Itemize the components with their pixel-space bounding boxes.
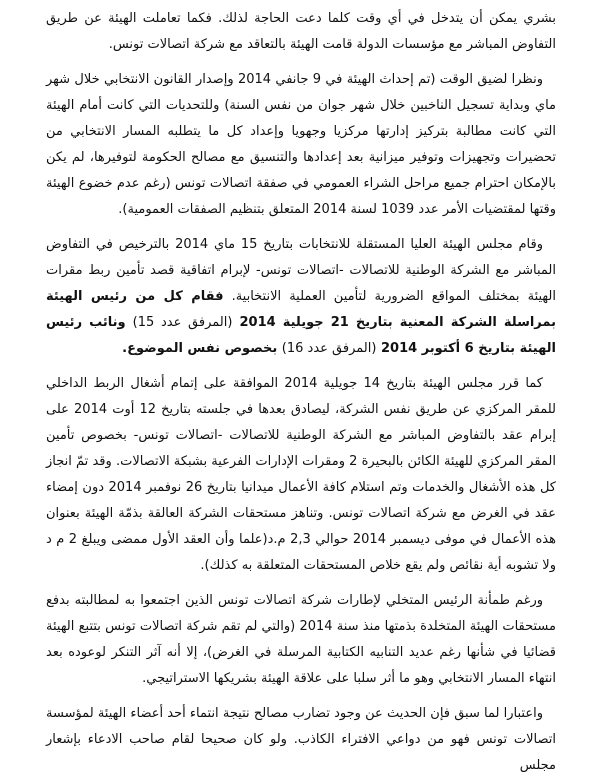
paragraph-6: واعتبارا لما سبق فإن الحديث عن وجود تضارب مصالح نتيجة انتماء أحد أعضاء الهيئة لمؤسسة اتصالات تونس فهو من دواعي الافتراء الكاذب. ولو كان صحيحا لقام صاحب الادعاء بإشعار مجلس [46, 706, 556, 773]
text-run-bold: ونائب رئيس الهيئة بتاريخ 6 أكتوبر 2014 [46, 315, 556, 356]
paragraph-1: بشري يمكن أن يتدخل في أي وقت كلما دعت الحاجة لذلك. فكما تعاملت الهيئة عن طريق التفاوض المباشر مع مؤسسات الدولة قامت الهيئة بالتعاقد مع شركة اتصالات تونس. [46, 11, 556, 52]
text-run-bold: بخصوص نفس الموضوع. [122, 341, 282, 356]
paragraph-5: ورغم طمأنة الرئيس المتخلي لإطارات شركة اتصالات تونس الذين اجتمعوا به لمطالبته بدفع مستحقات الهيئة المتخلدة بذمتها منذ سنة 2014 (والتي لم تقم شركة اتصالات تونس بتتبع الهيئة قضائيا في شأنها رغم عديد التنابيه الكتابية المرسلة في الغرض)، إلا أنه آثر التنكر لوعوده بعد انتهاء المسار الانتخابي وهو ما أثر سلبا على علاقة الهيئة بشريكها الاستراتيجي. [46, 593, 556, 686]
text-run: وقام مجلس الهيئة العليا المستقلة للانتخابات بتاريخ 15 ماي 2014 بالترخيص في التفاوض المباشر مع الشركة الوطنية للاتصالات -اتصالات تونس- لإبرام اتفاقية قصد تأمين ربط مقرات الهيئة بمختلف المواقع الضرورية لتأمين العملية الانتخابية. [46, 237, 556, 304]
paragraph-3 [46, 232, 556, 362]
paragraph-2: ونظرا لضيق الوقت (تم إحداث الهيئة في 9 جانفي 2014 وإصدار القانون الانتخابي خلال شهر ماي وبداية تسجيل الناخبين خلال شهر جوان من نفس السنة) وللتحديات التي كانت أمام الهيئة التي كانت مطالبة بتركيز إدارتها مركزيا وجهويا وإعداد كل ما يتطلبه المسار الانتخابي من تحضيرات وتجهيزات وتوفير ميزانية بعد إعدادها والتنسيق مع مصالح الحكومة لتوفيرها، لم يكن بالإمكان احترام جميع مراحل الشراء العمومي في صفقة اتصالات تونس (رغم عدم خضوع الهيئة وقتها لمقتضيات الأمر عدد 1039 لسنة 2014 المتعلق بتنظيم الصفقات العمومية). [46, 72, 556, 217]
text-run: (المرفق عدد 15) [132, 315, 233, 330]
text-run: (المرفق عدد 16) [281, 341, 377, 356]
text-run-bold: فقام كل من رئيس الهيئة بمراسلة الشركة المعنية بتاريخ 21 جويلية 2014 [46, 289, 556, 330]
paragraph-4: كما قرر مجلس الهيئة بتاريخ 14 جويلية 2014 الموافقة على إتمام أشغال الربط الداخلي للمقر المركزي عن طريق نفس الشركة، ليصادق بعدها في جلسته بتاريخ 12 أوت 2014 على إبرام عقد بالتفاوض المباشر مع الشركة الوطنية للاتصالات -اتصالات تونس- بخصوص تأمين المقر المركزي للهيئة الكائن بالبحيرة 2 ومقرات الإدارات الفرعية بشبكة الاتصالات. وقد تمّ انجاز كل هذه الأشغال والخدمات وتم استلام كافة الأعمال ميدانيا بتاريخ 26 نوفمبر 2014 دون إمضاء عقد في الغرض مع شركة اتصالات تونس. وتناهز مستحقات الشركة العالقة بذمّة الهيئة بعنوان هذه الأعمال في موفى ديسمبر 2014 حوالي 2,3 م.د(علما وأن العقد الأول ممضى ويبلغ 2 م د ولا تشوبه أية نقائص ولم يقع خلاص المستحقات المتعلقة به كذلك). [46, 376, 556, 573]
